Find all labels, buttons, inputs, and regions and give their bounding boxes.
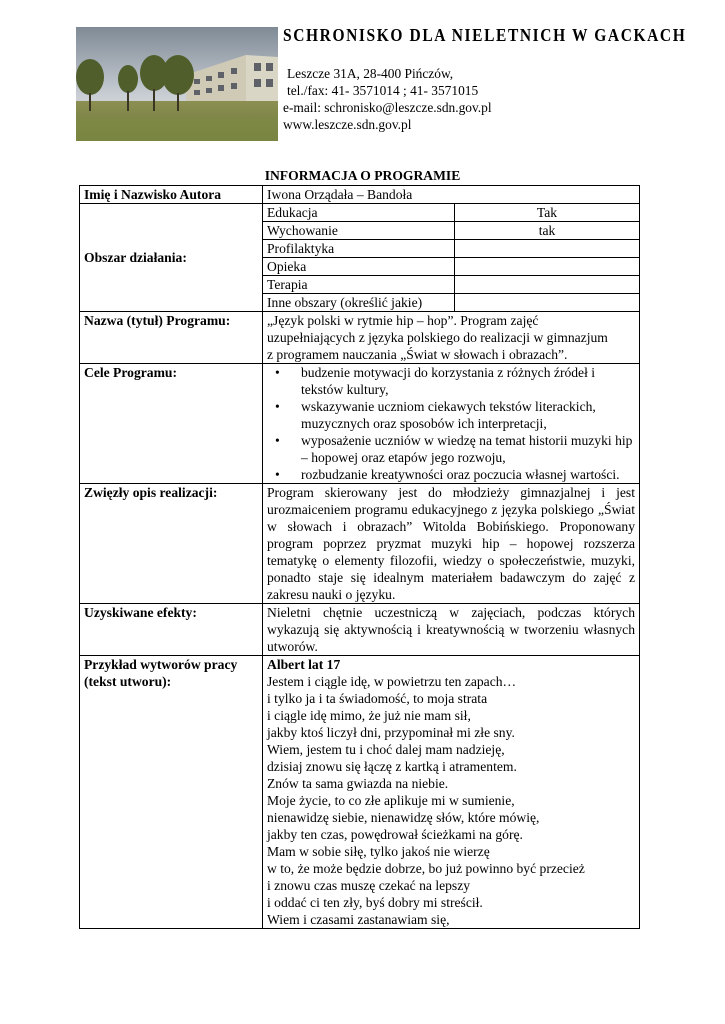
effects-row (80, 604, 640, 656)
sample-value (263, 656, 640, 929)
area-value (455, 258, 640, 276)
program-name-row (80, 312, 640, 364)
address-line: Leszcze 31A, 28-400 Pińczów, (287, 66, 454, 81)
program-name-line: uzupełniających z języka polskiego do realizacji w gimnazjum (267, 330, 608, 345)
website-line: www.leszcze.sdn.gov.pl (283, 117, 412, 132)
area-value: Tak (455, 204, 640, 222)
area-name: Terapia (263, 276, 455, 294)
area-row (263, 222, 639, 240)
goals-value (263, 364, 640, 484)
area-value (455, 294, 640, 312)
area-name: Profilaktyka (263, 240, 455, 258)
description-label: Zwięzły opis realizacji: (80, 484, 263, 604)
areas-cell (263, 204, 640, 312)
area-value (455, 240, 640, 258)
program-name-line: z programem nauczania „Świat w słowach i obrazach”. (267, 347, 568, 362)
poem-line: Moje życie, to co złe aplikuje mi w sumienie, (267, 793, 515, 808)
goal-item: • wskazywanie uczniom ciekawych tekstów literackich, muzycznych oraz sposobów ich interpretacji, (267, 398, 635, 432)
areas-row (80, 204, 640, 312)
goals-label: Cele Programu: (80, 364, 263, 484)
author-value: Iwona Orządała – Bandoła (263, 186, 640, 204)
goals-row (80, 364, 640, 484)
poem-line: jakby ktoś liczył dni, przypominał mi złe sny. (267, 725, 515, 740)
area-name: Wychowanie (263, 222, 455, 240)
poem-line: dzisiaj znowu się łączę z kartką i atramentem. (267, 759, 517, 774)
area-row (263, 204, 639, 222)
building-photo (76, 27, 278, 141)
poem-line: i znowu czas muszę czekać na lepszy (267, 878, 471, 893)
institution-name: SCHRONISKO DLA NIELETNICH W GACKACH (283, 26, 687, 46)
program-name-label: Nazwa (tytuł) Programu: (80, 312, 263, 364)
poem-line: i ciągle idę mimo, że już nie mam sił, (267, 708, 471, 723)
area-name: Opieka (263, 258, 455, 276)
poem-line: w to, że może będzie dobrze, bo już powinno być przecież (267, 861, 585, 876)
description-value: Program skierowany jest do młodzieży gimnazjalnej i jest urozmaiceniem programu edukacyjnego z języka polskiego „Świat w słowach i obrazach” Witolda Bobińskiego. Proponowany program poprzez pryzmat muzyki hip – hopowej rozszerza tematykę o elementy filozofii, wiedzy o społeczeństwie, muzyki, ponadto staje się idealnym materiałem badawczym do zajęć z zakresu nauki o języku. (263, 484, 640, 604)
program-name-value (263, 312, 640, 364)
poem-line: Mam w sobie siłę, tylko jakoś nie wierzę (267, 844, 490, 859)
area-name: Inne obszary (określić jakie) (267, 295, 423, 310)
areas-table (263, 204, 639, 311)
goal-item: • rozbudzanie kreatywności oraz poczucia własnej wartości. (267, 466, 635, 483)
phone-line: tel./fax: 41- 3571014 ; 41- 3571015 (287, 83, 479, 98)
sample-label: Przykład wytworów pracy (tekst utworu): (80, 656, 263, 929)
author-label: Imię i Nazwisko Autora (80, 186, 263, 204)
poem-line: Wiem, jestem tu i choć dalej mam nadzieję, (267, 742, 505, 757)
sample-row (80, 656, 640, 929)
effects-value: Nieletni chętnie uczestniczą w zajęciach, podczas których wykazują się aktywnością i kreatywnością w tworzeniu własnych utworów. (263, 604, 640, 656)
poem-line: Jestem i ciągle idę, w powietrzu ten zapach… (267, 674, 517, 689)
goals-list (267, 364, 635, 483)
poem-line: i oddać ci ten zły, byś dobry mi streścił. (267, 895, 483, 910)
email-line: e-mail: schronisko@leszcze.sdn.gov.pl (283, 100, 492, 115)
poem-line: i tylko ja i ta świadomość, to moja strata (267, 691, 488, 706)
area-name: Edukacja (263, 204, 455, 222)
poem-title: Albert lat 17 (267, 657, 341, 672)
area-value: tak (455, 222, 640, 240)
poem-line: Znów ta sama gwiazda na niebie. (267, 776, 449, 791)
areas-label: Obszar działania: (80, 204, 263, 312)
area-row (263, 240, 639, 258)
area-row (263, 294, 639, 312)
area-row (263, 276, 639, 294)
goal-item: • budzenie motywacji do korzystania z różnych źródeł i tekstów kultury, (267, 364, 635, 398)
document-title: INFORMACJA O PROGRAMIE (264, 168, 461, 183)
area-value (455, 276, 640, 294)
goal-item: • wyposażenie uczniów w wiedzę na temat historii muzyki hip – hopowej oraz etapów jego rozwoju, (267, 432, 635, 466)
description-row (80, 484, 640, 604)
program-name-line: „Język polski w rytmie hip – hop”. Program zajęć (267, 313, 539, 328)
poem-line: nienawidzę siebie, nienawidzę słów, które mówię, (267, 810, 540, 825)
poem-line: Wiem i czasami zastanawiam się, (267, 912, 450, 927)
area-row (263, 258, 639, 276)
program-info-table (79, 185, 640, 929)
building-illustration (76, 27, 278, 141)
effects-label: Uzyskiwane efekty: (80, 604, 263, 656)
poem-line: jakby ten czas, powędrował ścieżkami na górę. (267, 827, 523, 842)
author-row (80, 186, 640, 204)
